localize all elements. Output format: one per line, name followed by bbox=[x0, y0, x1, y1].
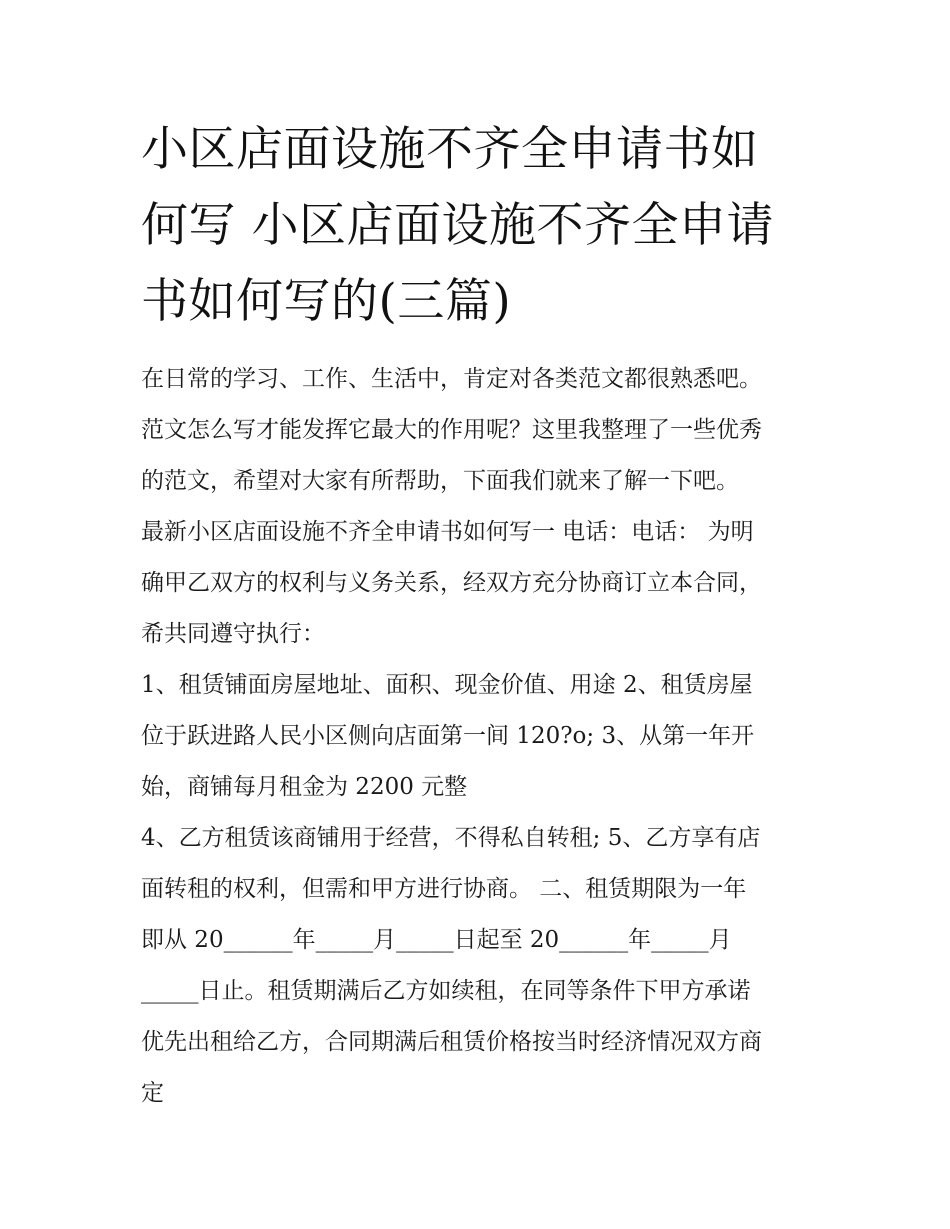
text-line: 在日常的学习、工作、生活中，肯定对各类范文都很熟悉吧。 bbox=[141, 366, 762, 392]
text-line: 最新小区店面设施不齐全申请书如何写一 电话：电话： 为明 bbox=[141, 519, 754, 545]
text-line: 位于跃进路人民小区侧向店面第一间 120?o; 3、从第一年开 bbox=[141, 723, 755, 749]
document-body bbox=[141, 354, 821, 1119]
title-line: 小区店面设施不齐全申请书如 bbox=[141, 122, 759, 177]
text-line: 范文怎么写才能发挥它最大的作用呢？这里我整理了一些优秀 bbox=[141, 417, 762, 443]
text-line: 1、租赁铺面房屋地址、面积、现金价值、用途 2、租赁房屋 bbox=[141, 672, 753, 698]
text-line: 确甲乙双方的权利与义务关系，经双方充分协商订立本合同， bbox=[141, 570, 762, 596]
text-line: 即从 20______年_____月_____日起至 20______年_____月 bbox=[141, 927, 732, 953]
clause-paragraph-1 bbox=[141, 660, 821, 813]
text-line: _____日止。租赁期满后乙方如续租，在同等条件下甲方承诺 bbox=[141, 978, 751, 1004]
text-line: 的范文，希望对大家有所帮助，下面我们就来了解一下吧。 bbox=[141, 468, 739, 494]
contract-intro-paragraph bbox=[141, 507, 821, 660]
title-line: 何写 小区店面设施不齐全申请 bbox=[141, 198, 774, 253]
text-line: 优先出租给乙方，合同期满后租赁价格按当时经济情况双方商 bbox=[141, 1029, 762, 1055]
intro-paragraph bbox=[141, 354, 821, 507]
text-line: 定 bbox=[141, 1080, 164, 1106]
clause-paragraph-2 bbox=[141, 813, 821, 1119]
document-content bbox=[141, 112, 821, 1119]
text-line: 4、乙方租赁该商铺用于经营，不得私自转租; 5、乙方享有店 bbox=[141, 825, 761, 851]
text-line: 始，商铺每月租金为 2200 元整 bbox=[141, 774, 468, 800]
text-line: 希共同遵守执行： bbox=[141, 621, 325, 647]
text-line: 面转租的权利，但需和甲方进行协商。 二、租赁期限为一年 bbox=[141, 876, 747, 902]
document-title bbox=[141, 112, 821, 340]
title-line: 书如何写的(三篇) bbox=[141, 274, 512, 329]
